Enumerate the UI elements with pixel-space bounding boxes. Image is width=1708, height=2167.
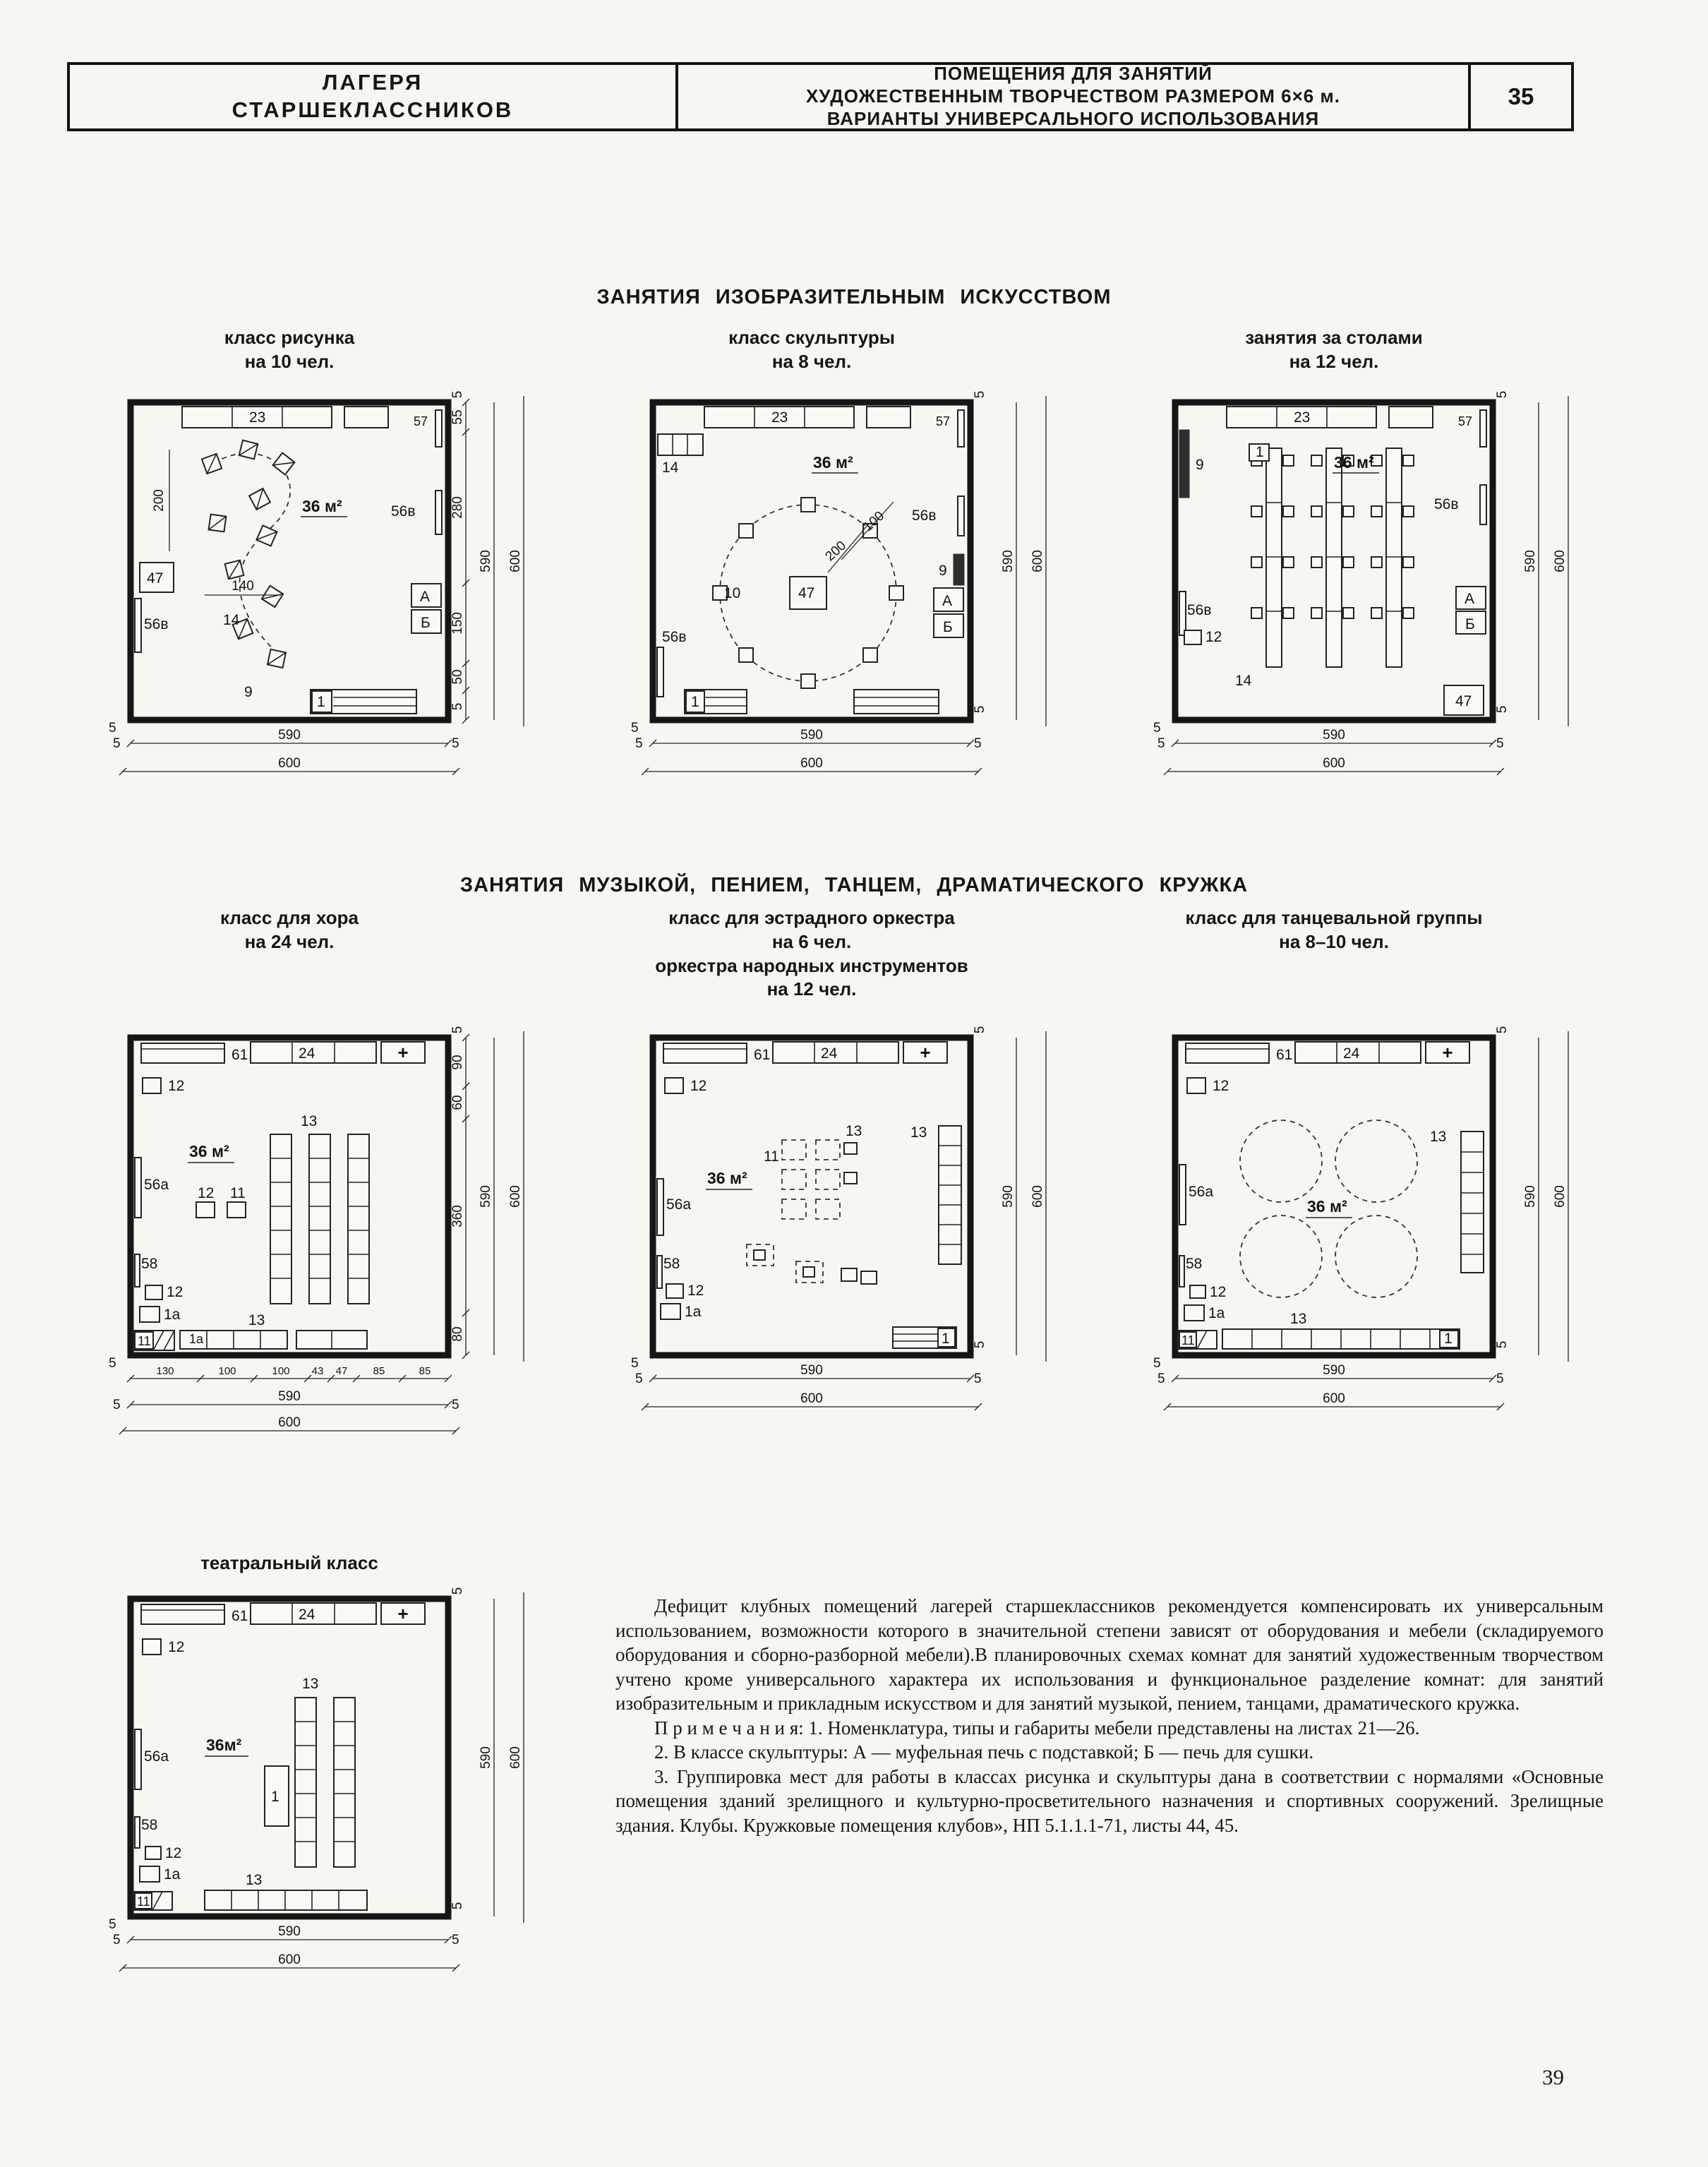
dim: 600 xyxy=(1323,756,1345,771)
code: 1а xyxy=(189,1332,204,1346)
sheet-title-line: ХУДОЖЕСТВЕННЫМ ТВОРЧЕСТВОМ РАЗМЕРОМ 6×6 м. xyxy=(806,85,1340,107)
code: 58 xyxy=(141,1256,158,1272)
code: 61 xyxy=(1276,1047,1293,1063)
dim: 590 xyxy=(1323,728,1345,743)
labels xyxy=(137,1603,409,1909)
code: 12 xyxy=(690,1078,707,1094)
dim: 100 xyxy=(272,1365,290,1377)
dim: 600 xyxy=(278,1952,301,1967)
dim: 5 xyxy=(1496,1371,1504,1386)
furniture xyxy=(658,434,964,714)
code: Б xyxy=(421,615,431,631)
dim: 5 xyxy=(973,1026,987,1034)
dim: 60 xyxy=(450,1095,465,1110)
labels xyxy=(1181,1042,1453,1347)
plan-orchestra-class xyxy=(621,1020,1101,1482)
dim: 47 xyxy=(335,1365,348,1377)
dim: 600 xyxy=(1323,1391,1345,1406)
room-structure xyxy=(131,402,448,720)
code: 57 xyxy=(414,414,428,428)
dim: 5 xyxy=(450,1902,465,1910)
dim: 85 xyxy=(373,1365,385,1377)
code: 13 xyxy=(301,1113,318,1129)
title-block xyxy=(67,62,1574,131)
code: 56в xyxy=(391,503,416,520)
sheet-title-line: ПОМЕЩЕНИЯ ДЛЯ ЗАНЯТИЙ xyxy=(934,63,1213,85)
dim: 100 xyxy=(218,1365,236,1377)
dim: 150 xyxy=(450,612,465,635)
dim: 5 xyxy=(113,736,121,751)
title-block-center xyxy=(678,65,1471,128)
code: 10 xyxy=(724,585,741,601)
plan-drawing-class xyxy=(99,385,579,847)
code: 57 xyxy=(936,414,951,428)
plan-caption: занятия за столами на 12 чел. xyxy=(1245,327,1423,372)
code: 1 xyxy=(1256,444,1264,460)
dim: 100 xyxy=(860,508,888,535)
dim: 5 xyxy=(974,736,982,751)
dim: 5 xyxy=(109,721,116,736)
code: + xyxy=(920,1042,931,1063)
plan-caption: класс для танцевальной группы на 8–10 чел. xyxy=(1185,907,1483,952)
code: 12 xyxy=(198,1185,215,1201)
dim: 600 xyxy=(1030,1185,1045,1208)
dim: 590 xyxy=(800,728,823,743)
plan-table-class xyxy=(1143,385,1623,847)
dim: 50 xyxy=(450,669,465,685)
code: 61 xyxy=(231,1608,248,1624)
dim: 5 xyxy=(635,736,643,751)
dim: 5 xyxy=(1496,736,1504,751)
area-label: 36 м² xyxy=(189,1142,229,1160)
dim: 600 xyxy=(508,1185,523,1208)
code: 1 xyxy=(691,694,699,710)
code: 56а xyxy=(1189,1184,1214,1200)
sheet-title-line: ВАРИАНТЫ УНИВЕРСАЛЬНОГО ИСПОЛЬЗОВАНИЯ xyxy=(826,107,1320,129)
dim: 600 xyxy=(1553,550,1568,572)
dim: 5 xyxy=(1153,1356,1161,1371)
code: 13 xyxy=(302,1676,319,1692)
code: 13 xyxy=(248,1312,265,1328)
section-title-art: ЗАНЯТИЯ ИЗОБРАЗИТЕЛЬНЫМ ИСКУССТВОМ xyxy=(596,286,1112,308)
dim: 5 xyxy=(1495,390,1510,399)
dim: 5 xyxy=(631,721,639,736)
dim: 85 xyxy=(419,1365,431,1377)
dim: 5 xyxy=(974,1371,982,1386)
title-block-left xyxy=(70,65,678,128)
code: 47 xyxy=(1455,693,1472,709)
area-label: 36 м² xyxy=(1334,453,1374,472)
code: 13 xyxy=(1290,1311,1307,1327)
dim: 5 xyxy=(113,1398,121,1412)
code: 1 xyxy=(317,694,325,710)
code: 9 xyxy=(1196,457,1204,473)
code: 11 xyxy=(1181,1333,1195,1347)
dim: 600 xyxy=(800,1391,823,1406)
dim: 600 xyxy=(278,1415,301,1430)
code: 12 xyxy=(165,1845,182,1861)
code: 23 xyxy=(771,409,788,426)
dim: 200 xyxy=(152,489,167,512)
code: 11 xyxy=(138,1334,151,1348)
dim: 590 xyxy=(278,1924,301,1939)
code: 12 xyxy=(687,1283,704,1299)
plan-caption: класс для эстрадного оркестра на 6 чел. оркестра народных инструментов на 12 чел. xyxy=(655,907,968,1000)
furniture xyxy=(661,1078,961,1348)
plan-caption: класс для хора на 24 чел. xyxy=(220,907,359,952)
code: 12 xyxy=(1213,1078,1229,1094)
dim: 5 xyxy=(450,1026,465,1034)
dim: 280 xyxy=(450,496,465,519)
code: 24 xyxy=(821,1045,838,1062)
code: 13 xyxy=(910,1124,927,1141)
plan-caption: театральный класс xyxy=(200,1552,378,1573)
dim: 5 xyxy=(1495,705,1510,714)
area-label: 36 м² xyxy=(1307,1197,1347,1215)
labels xyxy=(144,409,431,710)
code: 47 xyxy=(147,570,164,587)
dim: 600 xyxy=(508,550,523,572)
code: 14 xyxy=(223,612,240,628)
dim: 590 xyxy=(1001,1185,1016,1208)
dim: 590 xyxy=(1523,550,1538,572)
series-title-line: СТАРШЕКЛАССНИКОВ xyxy=(231,97,514,122)
dim: 5 xyxy=(450,1587,465,1595)
dim: 590 xyxy=(278,1389,301,1404)
paragraph: 2. В классе скульптуры: А — муфельная печь с подставкой; Б — печь для сушки. xyxy=(654,1741,1314,1763)
dim: 5 xyxy=(109,1356,116,1371)
dim: 600 xyxy=(800,756,823,771)
dim: 55 xyxy=(450,409,465,425)
code: 12 xyxy=(168,1078,185,1094)
dim: 5 xyxy=(1495,1026,1510,1034)
dim: 590 xyxy=(1523,1185,1538,1208)
plan-caption: класс рисунка на 10 чел. xyxy=(224,327,355,372)
code: + xyxy=(397,1042,409,1063)
dim: 590 xyxy=(1001,550,1016,572)
dim: 5 xyxy=(452,1933,459,1947)
area-label: 36м² xyxy=(206,1736,242,1754)
dim: 90 xyxy=(450,1055,465,1070)
dim: 600 xyxy=(508,1746,523,1769)
code: 13 xyxy=(246,1872,263,1888)
dim: 5 xyxy=(973,705,987,714)
plan-choir-class xyxy=(99,1020,579,1511)
code: 56а xyxy=(144,1748,169,1765)
code: 56в xyxy=(912,508,937,524)
code: 56в xyxy=(1434,496,1459,512)
code: 11 xyxy=(764,1148,779,1165)
dim: 5 xyxy=(450,390,465,399)
code: 1 xyxy=(1444,1331,1453,1347)
code: 14 xyxy=(1235,673,1252,689)
dim: 590 xyxy=(479,550,493,572)
code: 61 xyxy=(754,1047,771,1063)
code: 56а xyxy=(144,1177,169,1193)
code: 12 xyxy=(1205,629,1222,645)
page-number: 39 xyxy=(1542,2065,1564,2089)
code: 58 xyxy=(1186,1256,1203,1272)
series-title-line: ЛАГЕРЯ xyxy=(322,70,423,95)
code: + xyxy=(1442,1042,1453,1063)
area-label: 36 м² xyxy=(707,1169,747,1187)
dim: 600 xyxy=(278,756,301,771)
code: 23 xyxy=(1294,409,1311,426)
dim: 590 xyxy=(479,1746,493,1769)
dim: 590 xyxy=(1323,1363,1345,1378)
dim: 600 xyxy=(1030,550,1045,572)
code: А xyxy=(420,589,431,605)
code: 58 xyxy=(663,1256,680,1272)
dim: 5 xyxy=(452,1398,459,1412)
code: 12 xyxy=(1210,1284,1227,1300)
code: 56а xyxy=(666,1196,692,1213)
dim: 130 xyxy=(156,1365,174,1377)
dim: 80 xyxy=(450,1326,465,1342)
dim: 5 xyxy=(1153,721,1161,736)
dim: 5 xyxy=(113,1933,121,1947)
code: Б xyxy=(1465,616,1475,632)
plan-sculpture-class xyxy=(621,385,1101,847)
dim: 5 xyxy=(1157,1371,1165,1386)
code: 58 xyxy=(141,1817,158,1833)
labels xyxy=(662,409,953,710)
dim: 5 xyxy=(1157,736,1165,751)
code: 9 xyxy=(244,684,253,700)
dim: 5 xyxy=(973,1340,987,1349)
code: 56в xyxy=(144,616,169,632)
dim: 5 xyxy=(631,1356,639,1371)
dim: 5 xyxy=(1495,1340,1510,1349)
plan-caption: класс скульптуры на 8 чел. xyxy=(728,327,895,372)
paragraph: 3. Группировка мест для работы в классах рисунка и скульптуры дана в соответствии с нормалями «Основные помещения зданий зрелищного и культурно-просветительного назначения и спортивных сооружений. Зрелищные здания. Клубы. Кружковые помещения клубов», НП 5.1.1.1-71, листы 44, 45. xyxy=(615,1765,1604,1836)
dim: 5 xyxy=(973,390,987,399)
dim: 140 xyxy=(231,579,254,594)
code: 61 xyxy=(231,1047,248,1063)
code: 1 xyxy=(942,1331,950,1347)
code: 47 xyxy=(798,585,815,601)
dim: 5 xyxy=(452,736,459,751)
code: 1а xyxy=(164,1307,181,1323)
dim: 590 xyxy=(278,728,301,743)
dim: 590 xyxy=(479,1185,493,1208)
code: А xyxy=(1465,591,1475,607)
dim: 5 xyxy=(109,1917,116,1932)
code: 24 xyxy=(299,1607,315,1623)
code: 1а xyxy=(685,1304,702,1320)
dim: 200 xyxy=(822,538,850,565)
code: 14 xyxy=(662,460,679,476)
furniture xyxy=(140,440,441,714)
code: 56в xyxy=(1187,602,1212,618)
code: А xyxy=(942,593,953,609)
code: 24 xyxy=(1343,1045,1360,1062)
furniture xyxy=(1184,444,1486,715)
dim: 590 xyxy=(800,1363,823,1378)
code: 13 xyxy=(846,1123,862,1139)
code: 24 xyxy=(299,1045,315,1062)
dim: 43 xyxy=(311,1365,324,1377)
code: 11 xyxy=(137,1895,150,1909)
dim: 360 xyxy=(450,1205,465,1227)
code: 13 xyxy=(1430,1129,1447,1145)
plan-dance-class xyxy=(1143,1020,1623,1482)
code: 1 xyxy=(271,1789,279,1805)
code: 56в xyxy=(662,629,687,645)
dim: 5 xyxy=(450,702,465,711)
section-title-music: ЗАНЯТИЯ МУЗЫКОЙ, ПЕНИЕМ, ТАНЦЕМ, ДРАМАТИЧЕСКОГО КРУЖКА xyxy=(459,874,1249,896)
paragraph: Дефицит клубных помещений лагерей старшеклассников рекомендуется компенсировать их универсальным использованием, возможности которого в значительной степени зависят от оборудования и мебели (складируемого оборудования и сборно-разборной мебели).В планировочных схемах комнат для занятий художественным творчеством учтено кроме универсального характера их использования и функциональное разделение комнат: для занятий изобразительным и прикладным искусством и для занятий музыкой, пением, танцами, драматического кружка. xyxy=(615,1595,1604,1715)
labels xyxy=(663,1042,950,1347)
code: 12 xyxy=(168,1639,185,1655)
paragraph: П р и м е ч а н и я: 1. Номенклатура, типы и габариты мебели представлены на листах 21—26. xyxy=(654,1717,1420,1739)
code: 1а xyxy=(1208,1305,1225,1321)
plan-theatre-class xyxy=(99,1581,579,2051)
area-label: 36 м² xyxy=(813,453,853,472)
body-text xyxy=(615,1594,1604,1837)
code: + xyxy=(397,1603,409,1624)
code: 1а xyxy=(164,1866,181,1883)
area-label: 36 м² xyxy=(302,497,342,515)
dim: 5 xyxy=(635,1371,643,1386)
code: 12 xyxy=(167,1284,184,1300)
code: 57 xyxy=(1458,414,1473,428)
sheet-number: 35 xyxy=(1508,83,1534,109)
code: 9 xyxy=(939,563,947,579)
dim: 600 xyxy=(1553,1185,1568,1208)
code: 11 xyxy=(230,1185,246,1201)
code: 23 xyxy=(249,409,266,426)
code: Б xyxy=(943,619,953,635)
